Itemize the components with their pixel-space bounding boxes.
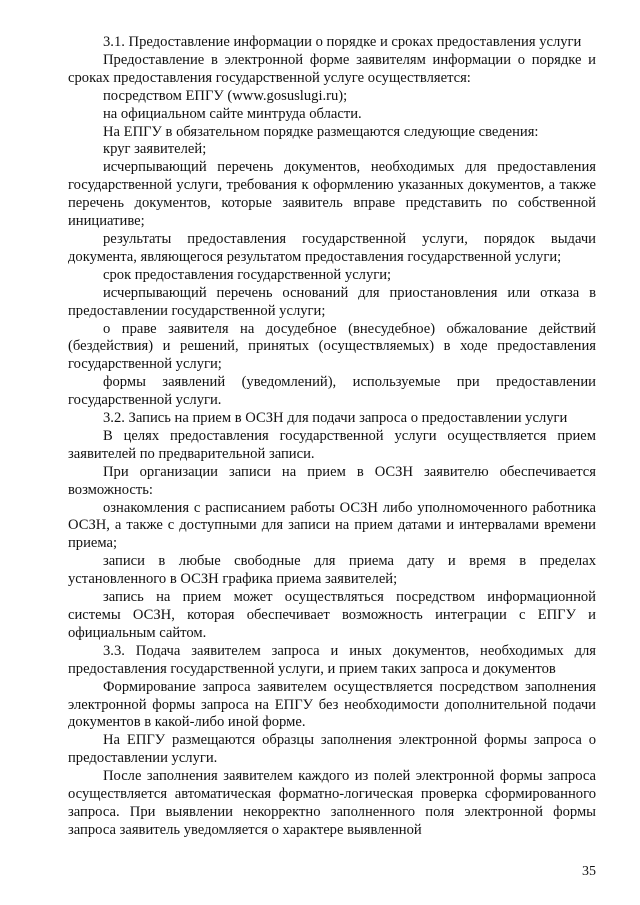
list-item: о праве заявителя на досудебное (внесудебное) обжалование действий (бездействия) и решений, принятых (осуществляемых) в ходе предоставления государственной услуги;: [68, 320, 596, 373]
section-3-3-heading: 3.3. Подача заявителем запроса и иных документов, необходимых для предоставления государственной услуги, и прием таких запроса и документов: [68, 642, 596, 677]
paragraph: После заполнения заявителем каждого из полей электронной формы запроса осуществляется автоматическая форматно-логическая проверка сформированного запроса. При выявлении некорректно заполненного поля электронной формы запроса заявитель уведомляется о характере выявленной: [68, 768, 596, 838]
paragraph: В целях предоставления государственной услуги осуществляется прием заявителей по предварительной записи.: [68, 427, 596, 462]
list-item: срок предоставления государственной услуги;: [103, 266, 392, 283]
paragraph: При организации записи на прием в ОСЗН заявителю обеспечивается возможность:: [68, 463, 596, 498]
list-item: посредством ЕПГУ (www.gosuslugi.ru);: [103, 87, 348, 104]
page-number: 35: [582, 864, 596, 879]
list-item: исчерпывающий перечень оснований для приостановления или отказа в предоставлении государственной услуги;: [68, 284, 596, 319]
paragraph: На ЕПГУ в обязательном порядке размещаются следующие сведения:: [103, 123, 539, 140]
section-3-2-heading: 3.2. Запись на прием в ОСЗН для подачи запроса о предоставлении услуги: [103, 410, 568, 427]
list-item: результаты предоставления государственной услуги, порядок выдачи документа, являющегося результатом предоставления государственной услуги;: [68, 230, 596, 265]
list-item: на официальном сайте минтруда области.: [103, 105, 362, 122]
list-item: круг заявителей;: [103, 141, 207, 158]
list-item: ознакомления с расписанием работы ОСЗН либо уполномоченного работника ОСЗН, а также с доступными для записи на прием датами и интервалами времени приема;: [68, 499, 596, 552]
paragraph: Предоставление в электронной форме заявителям информации о порядке и сроках предоставления государственной услуге осуществляется:: [68, 51, 596, 86]
list-item: запись на прием может осуществляться посредством информационной системы ОСЗН, которая обеспечивает возможность интеграции с ЕПГУ и официальным сайтом.: [68, 589, 596, 641]
list-item: исчерпывающий перечень документов, необходимых для предоставления государственной услуги, требования к оформлению указанных документов, а также перечень документов, которые заявитель вправе представить по собственной инициативе;: [68, 159, 596, 230]
list-item: формы заявлений (уведомлений), используемые при предоставлении государственной услуги.: [68, 374, 596, 409]
paragraph: На ЕПГУ размещаются образцы заполнения электронной формы запроса о предоставлении услуги.: [68, 732, 596, 767]
list-item: записи в любые свободные для приема дату и время в пределах установленного в ОСЗН графика приема заявителей;: [68, 553, 596, 588]
section-3-1-heading: 3.1. Предоставление информации о порядке и сроках предоставления услуги: [103, 34, 582, 50]
paragraph: Формирование запроса заявителем осуществляется посредством заполнения электронной формы запроса на ЕПГУ без необходимости дополнительной подачи документов в какой-либо иной форме.: [68, 678, 596, 731]
